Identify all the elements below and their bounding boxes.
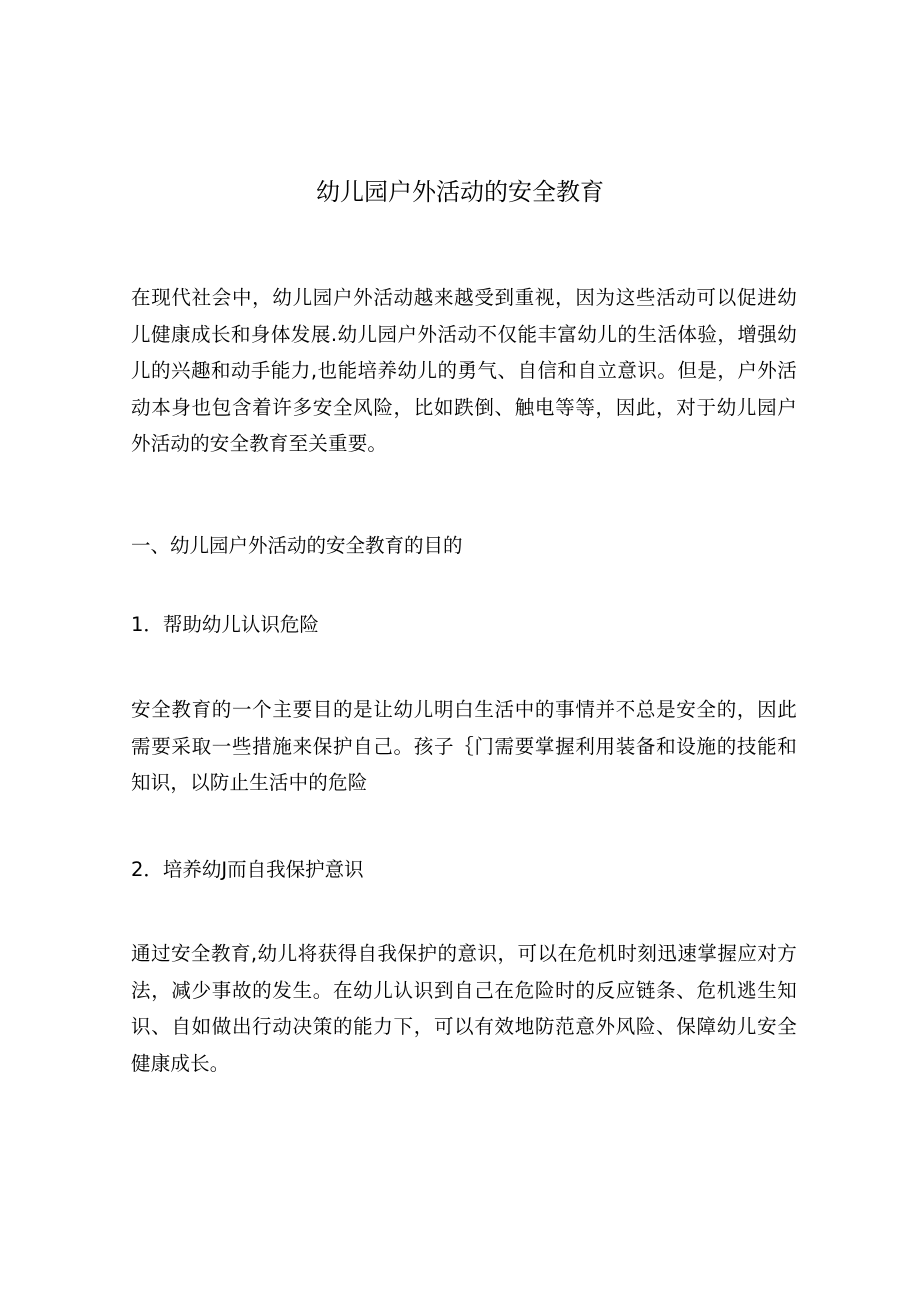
subsection-body-2: 通过安全教育,幼儿将获得自我保护的意识，可以在危机时刻迅速掌握应对方法，减少事故的发生。在幼儿认识到自己在危险时的反应链条、危机逃生知识、自如做出行动决策的能力下，可以有效地防范意外风险、保障幼儿安全健康成长。: [131, 942, 797, 1075]
intro-paragraph: 在现代社会中，幼儿园户外活动越来越受到重视，因为这些活动可以促进幼儿健康成长和身体发展.幼儿园户外活动不仅能丰富幼儿的生活体验，增强幼儿的兴趣和动手能力,也能培养幼儿的勇气、自信和自立意识。但是，户外活动本身也包含着许多安全风险，比如跌倒、触电等等，因此，对于幼儿园户外活动的安全教育至关重要。: [131, 286, 797, 455]
subsection-body-1: 安全教育的一个主要目的是让幼儿明白生活中的事情并不总是安全的，因此需要采取一些措施来保护自己。孩子｛门需要掌握利用装备和设施的技能和知识，以防止生活中的危险: [131, 698, 797, 794]
subsection-heading-2: 2．培养幼J而自我保护意识: [131, 858, 364, 881]
document-title: 幼儿园户外活动的安全教育: [316, 178, 604, 206]
subsection-heading-1: 1．帮助幼儿认识危险: [131, 613, 319, 636]
section-heading: 一、幼儿园户外活动的安全教育的目的: [131, 534, 463, 557]
